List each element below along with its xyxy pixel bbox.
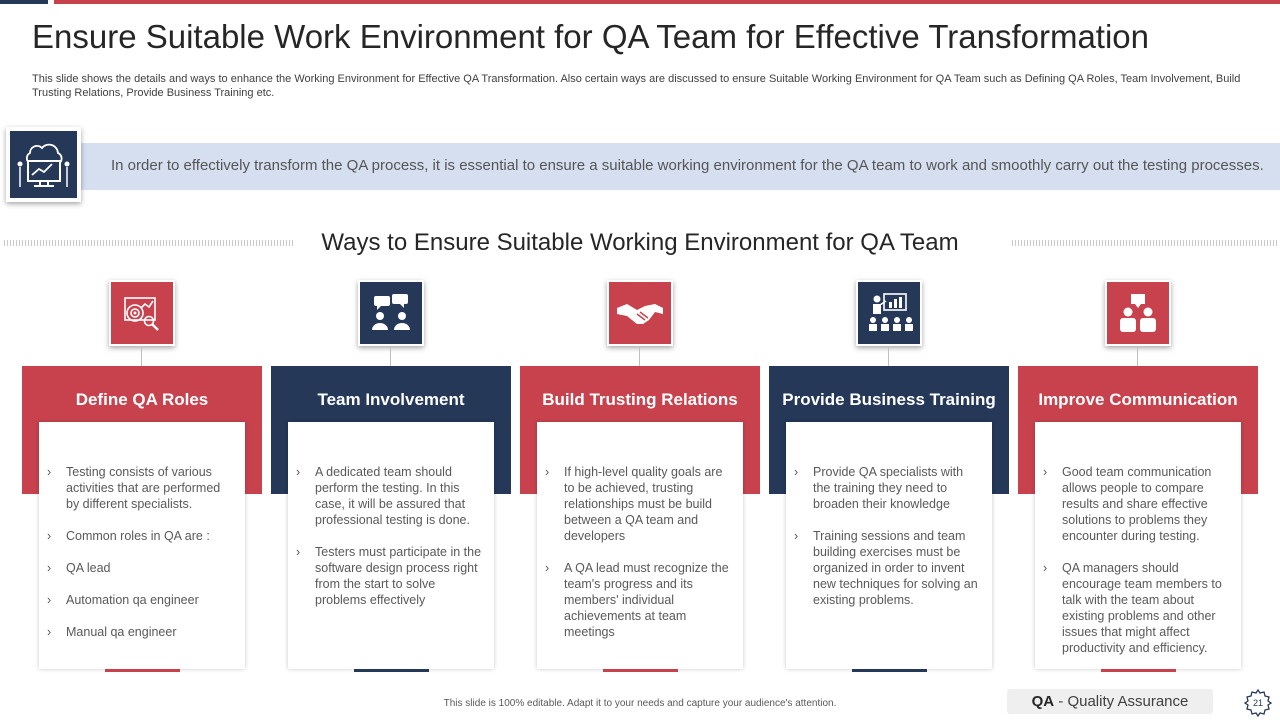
column-title: Team Involvement: [317, 390, 465, 409]
qa-full-name: - Quality Assurance: [1054, 693, 1189, 710]
connector-line: [1137, 346, 1138, 366]
bullet-item: › Testers must participate in the software design process right from the start to solve problems effectively: [315, 544, 482, 608]
column-title: Provide Business Training: [782, 390, 996, 409]
column-improve-communication: [1018, 280, 1258, 680]
section-subtitle: Ways to Ensure Suitable Working Environment for QA Team: [321, 229, 959, 256]
column-title: Improve Communication: [1038, 390, 1238, 409]
bullet-item: › Manual qa engineer: [66, 624, 233, 640]
column-team-involvement: [271, 280, 511, 680]
slide-description: This slide shows the details and ways to enhance the Working Environment for Effective QA Transformation. Also certain ways are discussed to ensure Suitable Working Environment for QA Team such as Defining QA Roles, Team Involvement, Build Trusting Relations, Provide Business Training etc.: [32, 73, 1241, 99]
bullet-item: › A QA lead must recognize the team's progress and its members' individual achievements at team meetings: [564, 560, 731, 640]
column-icon-frame: [1105, 280, 1171, 346]
bullet-item: › Training sessions and team building exercises must be organized in order to invent new techniques for solving an existing problems.: [813, 528, 980, 608]
people-discussion-icon: [1107, 282, 1169, 344]
page-number-badge: [1243, 688, 1273, 718]
column-card: [288, 422, 494, 669]
dotted-divider-right: [1012, 240, 1278, 246]
card-underline: [1101, 669, 1176, 672]
column-icon-frame: [109, 280, 175, 346]
top-accent-bar-navy: [0, 0, 48, 4]
bullet-list: [537, 422, 743, 640]
column-icon-frame: [358, 280, 424, 346]
column-card: [1035, 422, 1241, 669]
card-underline: [603, 669, 678, 672]
column-title: Define QA Roles: [75, 390, 209, 409]
bullet-item: › QA managers should encourage team members to talk with the team about existing problems and other issues that might affect productivity and efficiency.: [1062, 560, 1229, 656]
bullet-item: › Good team communication allows people to compare results and share effective solutions to problems they encounter during testing.: [1062, 464, 1229, 544]
dotted-divider-left: [4, 240, 294, 246]
column-card: [39, 422, 245, 669]
connector-line: [639, 346, 640, 366]
team-chat-icon: [360, 282, 422, 344]
column-build-trusting-relations: [520, 280, 760, 680]
card-underline: [105, 669, 180, 672]
bullet-item: › If high-level quality goals are to be achieved, trusting relationships must be build between a QA team and developers: [564, 464, 731, 544]
card-underline: [354, 669, 429, 672]
bullet-item: › Common roles in QA are :: [66, 528, 233, 544]
connector-line: [390, 346, 391, 366]
footer-note: This slide is 100% editable. Adapt it to your needs and capture your audience's attention.: [443, 698, 837, 709]
bullet-list: [39, 422, 245, 640]
qa-abbreviation: QA: [1031, 693, 1055, 710]
bullet-item: › A dedicated team should perform the testing. In this case, it will be assured that professional testing is done.: [315, 464, 482, 528]
bullet-item: › Provide QA specialists with the training they need to broaden their knowledge: [813, 464, 980, 512]
banner-icon-frame: [6, 127, 81, 202]
bullet-item: › Testing consists of various activities that are performed by different specialists.: [66, 464, 233, 512]
qa-legend-box: [1007, 689, 1213, 714]
column-icon-frame: [856, 280, 922, 346]
top-accent-bar-red: [54, 0, 1280, 4]
column-icon-frame: [607, 280, 673, 346]
target-analytics-icon: [111, 282, 173, 344]
connector-line: [888, 346, 889, 366]
card-underline: [852, 669, 927, 672]
column-define-qa-roles: [22, 280, 262, 680]
slide-title: Ensure Suitable Work Environment for QA Team for Effective Transformation: [32, 18, 1150, 55]
column-title: Build Trusting Relations: [542, 390, 738, 409]
column-card: [537, 422, 743, 669]
banner-text: In order to effectively transform the QA process, it is essential to ensure a suitable working environment for the QA team to work and smoothly carry out the testing processes.: [111, 157, 1264, 174]
bullet-list: [1035, 422, 1241, 656]
bullet-list: [786, 422, 992, 608]
column-provide-business-training: [769, 280, 1009, 680]
column-card: [786, 422, 992, 669]
presentation-training-icon: [858, 282, 920, 344]
bullet-item: › QA lead: [66, 560, 233, 576]
cloud-monitor-icon: [10, 131, 77, 198]
bullet-item: › Automation qa engineer: [66, 592, 233, 608]
handshake-icon: [609, 282, 671, 344]
connector-line: [141, 346, 142, 366]
page-number: 21: [1252, 698, 1263, 708]
bullet-list: [288, 422, 494, 608]
